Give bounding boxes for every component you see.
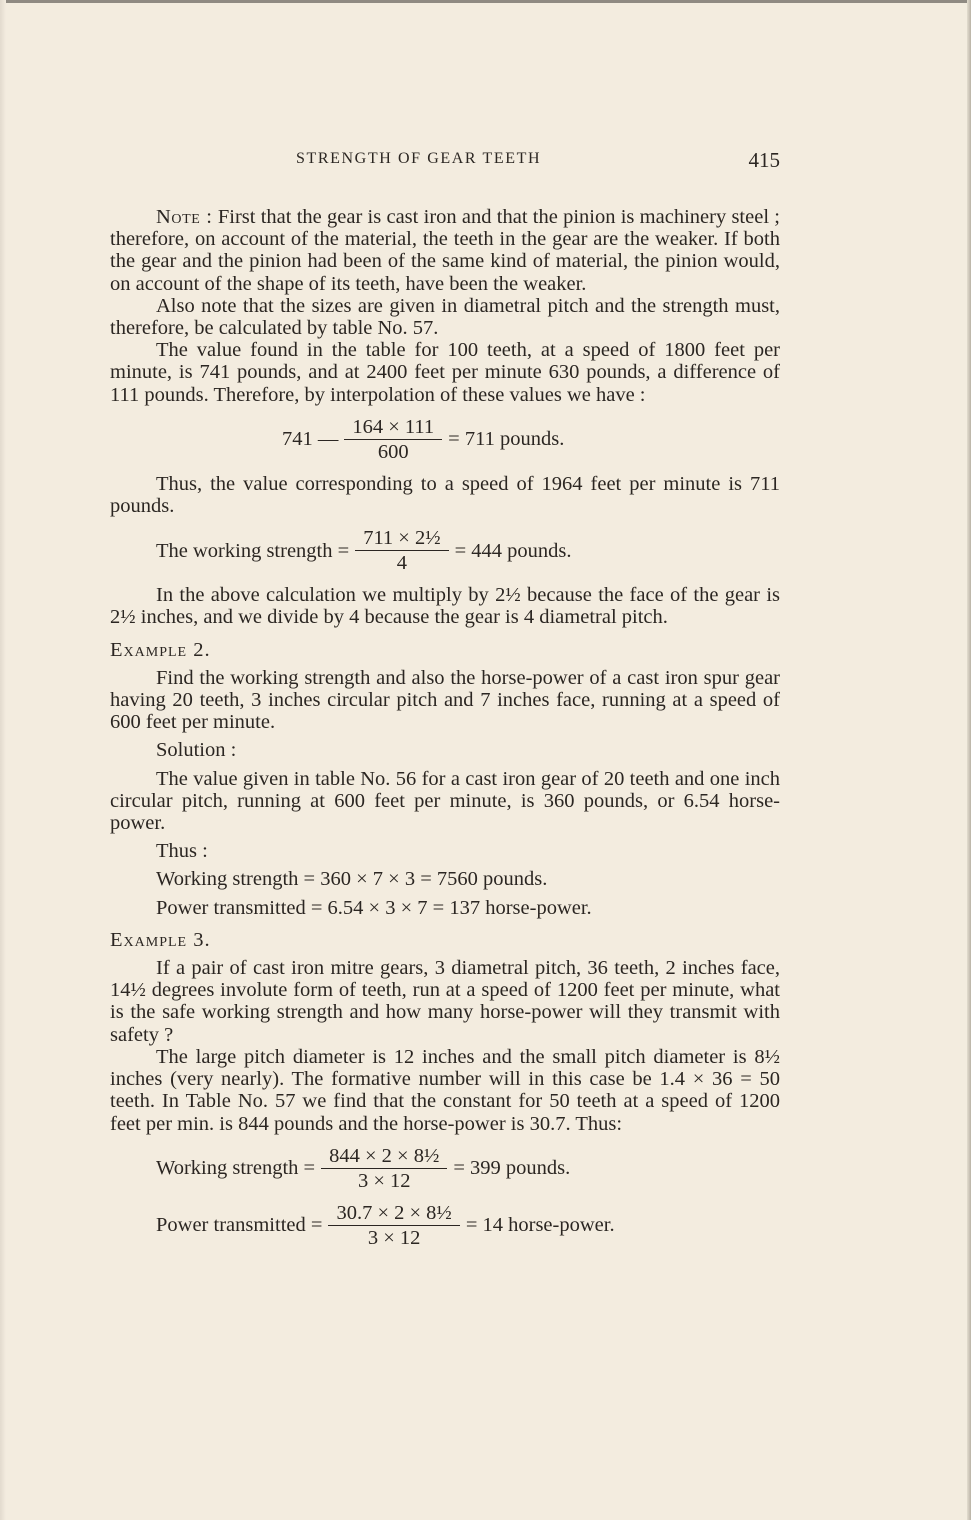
fraction [344, 416, 442, 463]
equation-working-strength [110, 527, 780, 574]
fraction [328, 1202, 459, 1249]
equation-lead: Working strength = [156, 1157, 316, 1180]
equation-result: = 711 pounds. [448, 428, 565, 451]
fraction-numerator: 844 × 2 × 8½ [321, 1145, 447, 1169]
equation-result: = 399 pounds. [453, 1157, 571, 1180]
page-edge-left [0, 0, 6, 1520]
equation-result: = 444 pounds. [454, 539, 572, 562]
working-strength-line: Working strength = 360 × 7 × 3 = 7560 pounds. [156, 868, 548, 891]
example-3-solution: The large pitch diameter is 12 inches and the small pitch diameter is 8½ inches (very nearly). The formative number will in this case be 1.4 × 36 = 50 teeth. In Table No. 57 we find that the constant for 50 teeth at a speed of 1200 feet per min. is 844 pounds and the horse-power is 30.7. Thus: [110, 1045, 780, 1135]
fraction-numerator: 711 × 2½ [355, 527, 448, 551]
fraction-denominator: 600 [377, 440, 409, 463]
paragraph-thus-value: Thus, the value corresponding to a speed of 1964 feet per minute is 711 pounds. [110, 472, 780, 518]
fraction [355, 527, 448, 574]
equation-mitre-working-strength [110, 1145, 780, 1192]
equation-lead: The working strength = [156, 539, 350, 562]
running-head: STRENGTH OF GEAR TEETH [296, 150, 542, 167]
page-header [110, 148, 780, 178]
paragraph-table-value: The value found in the table for 100 teeth, at a speed of 1800 feet per minute, is 741 pounds, and at 2400 feet per minute 630 pounds, a difference of 111 pounds. Therefore, by interpolation of these values we have : [110, 339, 780, 406]
equation-lead: Power transmitted = [156, 1214, 323, 1237]
fraction-denominator: 4 [396, 552, 408, 575]
note-paragraph [110, 206, 780, 295]
equation-lead: 741 — [282, 428, 339, 451]
fraction [321, 1145, 447, 1192]
power-transmitted-line: Power transmitted = 6.54 × 3 × 7 = 137 horse-power. [156, 896, 592, 919]
fraction-denominator: 3 × 12 [367, 1226, 421, 1249]
equation-interpolation [110, 416, 780, 463]
equation-mitre-power [110, 1202, 780, 1249]
fraction-denominator: 3 × 12 [357, 1169, 411, 1192]
paragraph-calculation-explanation: In the above calculation we multiply by 2½ because the face of the gear is 2½ inches, and we divide by 4 because the gear is 4 diametral pitch. [110, 584, 780, 629]
note-text: First that the gear is cast iron and that the pinion is machinery steel ; therefore, on account of the material, the teeth in the gear are the weaker. If both the gear and the pinion had been of the same kind of material, the pinion would, on account of the shape of its teeth, have been the weaker. [110, 206, 780, 295]
example-2-heading: Example 2. [110, 638, 211, 661]
page-number: 415 [748, 148, 780, 172]
page-edge-top [0, 0, 971, 3]
note-label: Note : [156, 206, 213, 228]
solution-label: Solution : [156, 739, 237, 762]
thus-label: Thus : [156, 840, 208, 863]
fraction-numerator: 30.7 × 2 × 8½ [328, 1202, 459, 1226]
example-2-problem: Find the working strength and also the horse-power of a cast iron spur gear having 20 teeth, 3 inches circular pitch and 7 inches face, running at a speed of 600 feet per minute. [110, 666, 780, 734]
page-body [110, 206, 780, 1259]
fraction-numerator: 164 × 111 [344, 416, 442, 440]
solution-text: The value given in table No. 56 for a cast iron gear of 20 teeth and one inch circular pitch, running at 600 feet per minute, is 360 pounds, or 6.54 horse-power. [110, 767, 780, 835]
example-3-problem: If a pair of cast iron mitre gears, 3 diametral pitch, 36 teeth, 2 inches face, 14½ degrees involute form of teeth, run at a speed of 1200 feet per minute, what is the safe working strength and how many horse-power will they transmit with safety ? [110, 957, 780, 1046]
page-edge-right [967, 0, 971, 1520]
equation-result: = 14 horse-power. [465, 1214, 615, 1237]
example-3-heading: Example 3. [110, 928, 211, 951]
paragraph-also-note: Also note that the sizes are given in diametral pitch and the strength must, therefore, be calculated by table No. 57. [110, 294, 780, 340]
